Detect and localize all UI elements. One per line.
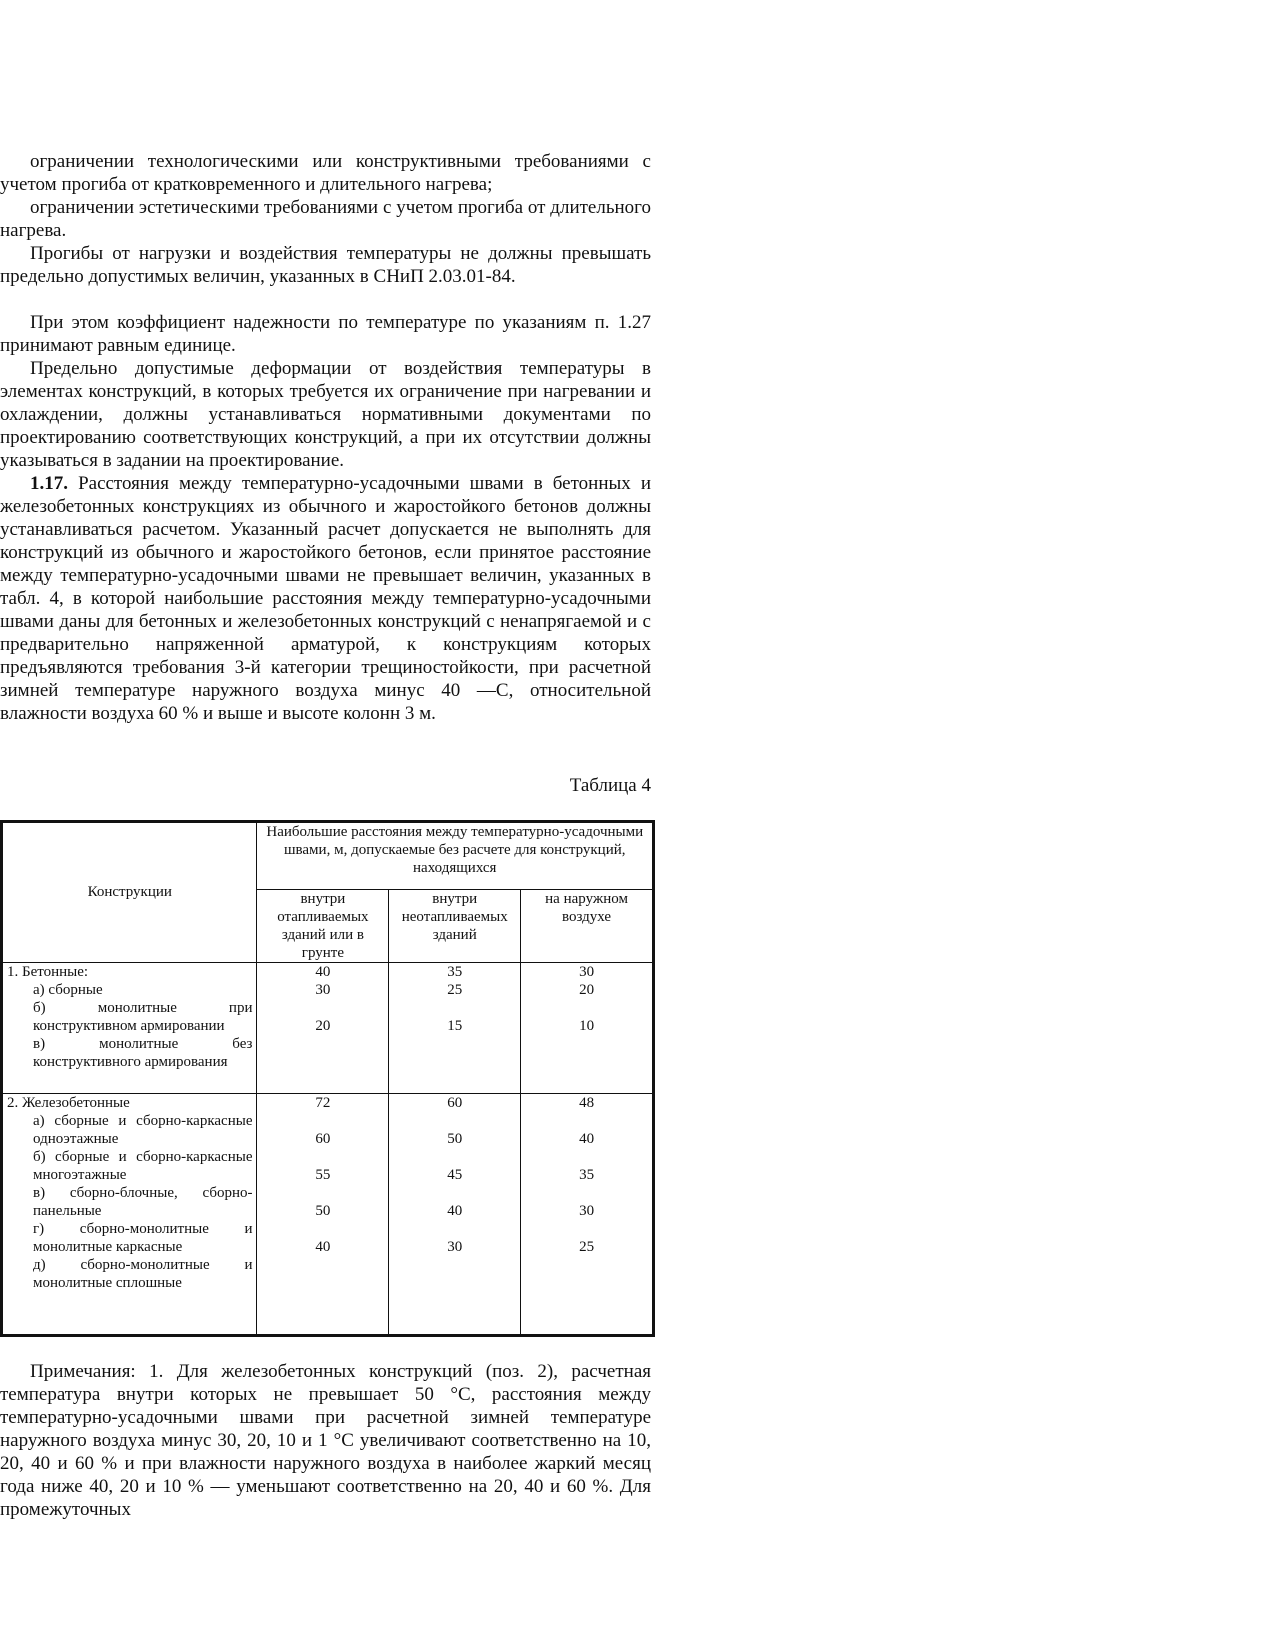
values-outdoor bbox=[521, 1094, 654, 1336]
table-cell: 15 bbox=[447, 1017, 463, 1034]
paragraph: При этом коэффициент надежности по температуре по указаниям п. 1.27 принимают равным единице. bbox=[0, 312, 651, 356]
row-label: б) сборные и сборно-каркасные многоэтажные bbox=[33, 1149, 253, 1184]
table-cell: 35 bbox=[579, 1167, 595, 1184]
values-heated bbox=[257, 962, 389, 1094]
group-label-cell bbox=[2, 1094, 257, 1336]
table-cell: 72 bbox=[315, 1095, 331, 1112]
group-label-cell bbox=[2, 962, 257, 1094]
values-unheated bbox=[389, 962, 521, 1094]
header-max-distances: Наибольшие расстояния между температурно-усадочными швами, м, допускаемые без расчете для конструкций, находящихся bbox=[257, 822, 654, 890]
paragraph: Прогибы от нагрузки и воздействия температуры не должны превышать предельно допустимых величин, указанных в СНиП 2.03.01-84. bbox=[0, 243, 651, 287]
section-1-17 bbox=[0, 472, 651, 725]
table-cell: 10 bbox=[579, 1017, 595, 1034]
values-heated bbox=[257, 1094, 389, 1336]
table-notes: Примечания: 1. Для железобетонных конструкций (поз. 2), расчетная температура внутри которых не превышает 50 °С, расстояния между температурно-усадочными швами при расчетной зимней температуре наружного воздуха минус 30, 20, 10 и 1 °С увеличивают соответственно на 10, 20, 40 и 60 % и при влажности наружного воздуха в наиболее жаркий месяц года ниже 40, 20 и 10 % — уменьшают соответственно на 20, 40 и 60 %. Для промежуточных bbox=[0, 1361, 651, 1520]
table-cell: 40 bbox=[579, 1131, 595, 1148]
values-unheated bbox=[389, 1094, 521, 1336]
header-constructions: Конструкции bbox=[2, 822, 257, 963]
subheader-outdoor: на наружном воздухе bbox=[521, 889, 654, 962]
table-cell: 25 bbox=[447, 981, 463, 998]
table-group-reinforced-concrete bbox=[2, 1094, 654, 1336]
table-cell: 30 bbox=[579, 1203, 595, 1220]
table-cell: 40 bbox=[315, 963, 331, 980]
table-cell: 45 bbox=[447, 1167, 463, 1184]
group-title: 1. Бетонные: bbox=[7, 963, 89, 980]
row-label: а) сборные и сборно-каркасные одноэтажные bbox=[33, 1113, 253, 1148]
table-cell: 30 bbox=[579, 963, 595, 980]
table-cell: 40 bbox=[315, 1239, 331, 1256]
paragraph: Предельно допустимые деформации от воздействия температуры в элементах конструкций, в которых требуется их ограничение при нагревании и охлаждении, должны устанавливаться нормативными документами по проектированию соответствующих конструкций, а при их отсутствии должны указываться в задании на проектирование. bbox=[0, 358, 651, 471]
paragraph: ограничении эстетическими требованиями с учетом прогиба от длительного нагрева. bbox=[0, 197, 651, 241]
table-cell: 60 bbox=[315, 1131, 331, 1148]
section-text: Расстояния между температурно-усадочными швами в бетонных и железобетонных конструкциях из обычного и жаростойкого бетонов должны устанавливаться расчетом. Указанный расчет допускается не выполнять для конструкций из обычного и жаростойкого бетонов, если принятое расстояние между температурно-усадочными швами не превышает величин, указанных в табл. 4, в которой наибольшие расстояния между температурно-усадочными швами даны для бетонных и железобетонных конструкций с ненапрягаемой и с предварительно напряженной арматурой, к конструкциям которых предъявляются требования 3-й категории трещиностойкости, при расчетной зимней температуре наружного воздуха минус 40 —С, относительной влажности воздуха 60 % и выше и высоте колонн 3 м. bbox=[0, 473, 651, 724]
table-cell: 25 bbox=[579, 1239, 595, 1256]
row-label: в) сборно-блочные, сборно-панельные bbox=[33, 1185, 253, 1220]
subheader-heated: внутри отапливаемых зданий или в грунте bbox=[257, 889, 389, 962]
table-cell: 20 bbox=[315, 1017, 331, 1034]
table-cell: 55 bbox=[315, 1167, 331, 1184]
row-label: в) монолитные без конструктивного армирования bbox=[33, 1035, 253, 1070]
table-cell: 30 bbox=[315, 981, 331, 998]
section-number: 1.17. bbox=[30, 473, 68, 494]
table-cell: 20 bbox=[579, 981, 595, 998]
table-cell: 48 bbox=[579, 1095, 595, 1112]
joint-spacing-table bbox=[0, 820, 655, 1337]
group-title: 2. Железобетонные bbox=[7, 1095, 130, 1112]
table-cell: 60 bbox=[447, 1095, 463, 1112]
table-header-row bbox=[2, 822, 654, 890]
values-outdoor bbox=[521, 962, 654, 1094]
subheader-unheated: внутри неотапливаемых зданий bbox=[389, 889, 521, 962]
table-cell: 50 bbox=[447, 1131, 463, 1148]
row-label: а) сборные bbox=[33, 981, 103, 998]
table-cell: 50 bbox=[315, 1203, 331, 1220]
table-group-concrete bbox=[2, 962, 654, 1094]
paragraph: ограничении технологическими или конструктивными требованиями с учетом прогиба от кратковременного и длительного нагрева; bbox=[0, 151, 651, 195]
table-cell: 30 bbox=[447, 1239, 463, 1256]
table-caption: Таблица 4 bbox=[569, 775, 651, 796]
row-label: д) сборно-монолитные и монолитные сплошные bbox=[33, 1257, 253, 1292]
table-cell: 40 bbox=[447, 1203, 463, 1220]
row-label: б) монолитные при конструктивном армировании bbox=[33, 999, 253, 1034]
table-cell: 35 bbox=[447, 963, 463, 980]
row-label: г) сборно-монолитные и монолитные каркасные bbox=[33, 1221, 253, 1256]
